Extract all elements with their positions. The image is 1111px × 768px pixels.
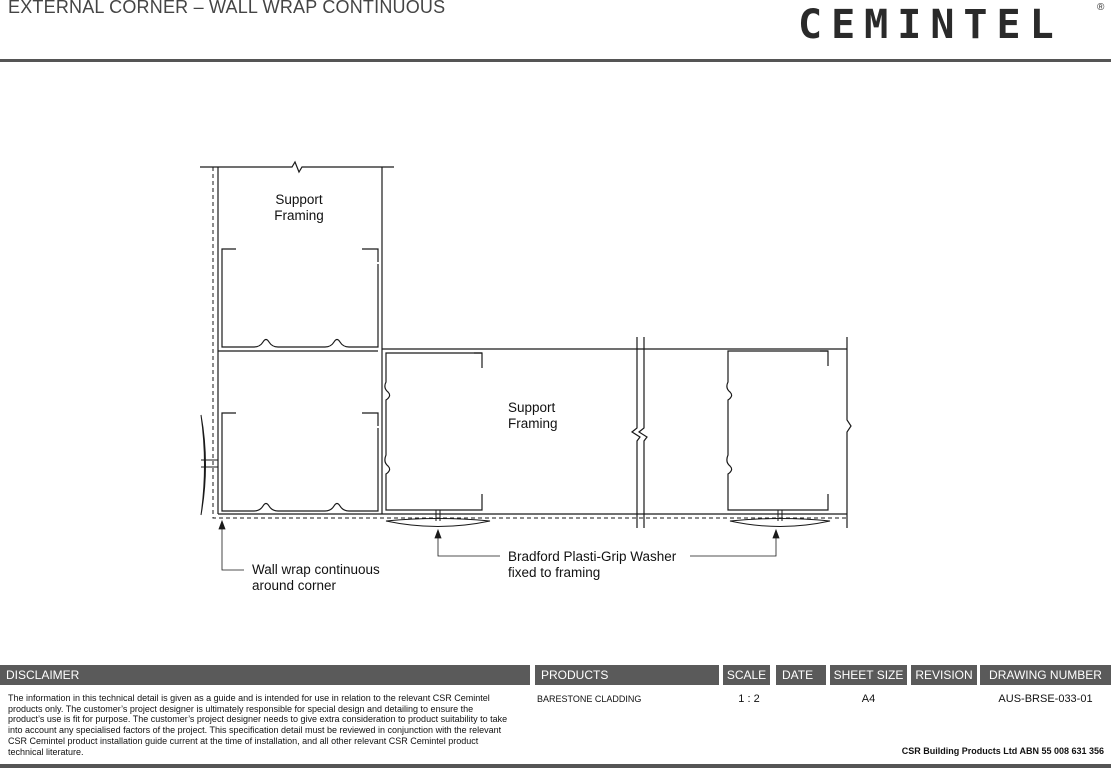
disclaimer-text: The information in this technical detail is given as a guide and is intended for use in relation to the relevant CSR Cemintel products only. The customer’s project designer is ultimately responsible for special design and detailing to ensure the product’s use is fit for purpose. The customer’s project designer needs to give extra consideration to product suitability to take into account any specialised factors of the project. This specification detail must be reviewed in conjunction with the relevant CSR Cemintel product installation guide current at the time of installation, and all other relevant CSR Cemintel product technical literature. [8,693,508,757]
wall-wrap-label: Wall wrap continuous around corner [252,562,380,593]
upper-stud [222,249,378,347]
footer-divider [0,764,1111,768]
drawing-title: EXTERNAL CORNER – WALL WRAP CONTINUOUS [8,0,446,17]
washer-right [730,519,830,527]
disclaimer-header: DISCLAIMER [0,665,530,685]
break-line-b [639,337,647,528]
support-framing-middle-label: Support Framing [508,400,558,431]
support-framing-top-label: Support Framing [274,192,324,223]
drawing-number-value: AUS-BRSE-033-01 [998,693,1093,705]
date-header: DATE [776,665,826,685]
scale-value: 1 : 2 [738,693,760,705]
products-header: PRODUCTS [535,665,719,685]
sheet-size-header: SHEET SIZE [830,665,907,685]
drawing-number-header: DRAWING NUMBER [980,665,1111,685]
washer-left [201,415,206,515]
leader-washer-left [438,532,500,556]
right-stud [727,351,828,510]
middle-stud [385,353,482,510]
leader-wrap [222,523,244,570]
registered-mark: ® [1097,2,1105,13]
revision-header: REVISION [911,665,977,685]
leader-washer-right [690,532,776,556]
company-abn: CSR Building Products Ltd ABN 55 008 631 356 [901,746,1104,756]
scale-header: SCALE [723,665,770,685]
washer-middle [386,519,490,527]
product-name: BARESTONE CLADDING [537,694,642,704]
lower-stud [222,413,378,511]
cemintel-logo: CEMINTEL [798,2,1063,48]
sheet-size-value: A4 [861,693,876,705]
top-break-line [200,162,394,172]
washer-label: Bradford Plasti-Grip Washer fixed to framing [508,549,677,580]
